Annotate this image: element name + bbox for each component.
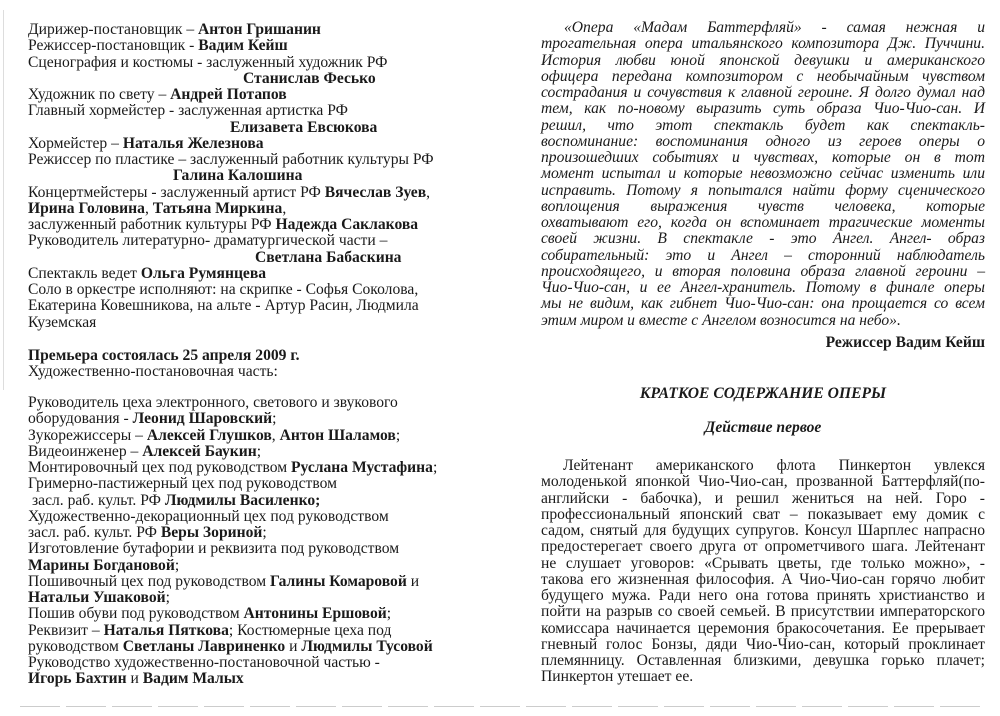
text-segment: засл. раб. культ. РФ bbox=[32, 491, 165, 509]
person-name: Ольга Румянцева bbox=[140, 264, 267, 282]
text-line bbox=[28, 315, 434, 331]
person-name: Елизавета Евсюкова bbox=[230, 118, 378, 136]
person-name: Татьяна Миркина bbox=[152, 199, 283, 217]
text-line: этим миром и вместе с Ангелом возносится на небо». bbox=[541, 311, 901, 329]
text-segment: Монтировочный цех под руководством bbox=[28, 459, 291, 476]
person-name: Вадим Кейш bbox=[198, 37, 288, 55]
person-name: Натальи Ушаковой bbox=[28, 589, 166, 606]
person-name: Игорь Бахтин bbox=[28, 670, 127, 688]
text-line bbox=[28, 282, 434, 298]
text-segment: ; bbox=[432, 459, 438, 476]
person-name: Станислав Фесько bbox=[243, 69, 376, 87]
text-segment: Пошив обуви под руководством bbox=[28, 605, 244, 623]
text-segment: и bbox=[126, 670, 143, 688]
text-line bbox=[28, 217, 434, 233]
person-name: Алексей Баукин bbox=[142, 442, 257, 460]
text-segment: Художник по свету – bbox=[28, 86, 171, 103]
text-line: английски - бабочка), и решил жениться на ней. Горо - bbox=[541, 489, 985, 507]
text-line bbox=[28, 71, 434, 87]
text-segment: Художественно-декорационный цех под руководством bbox=[28, 507, 389, 525]
text-line bbox=[28, 348, 300, 364]
text-line bbox=[28, 655, 437, 671]
text-line: трогательная опера итальянского композитора Дж. Пуччини. bbox=[541, 35, 985, 53]
text-line: молоденькой японкой Чио-Чио-сан, прозванной Баттерфляй(по- bbox=[541, 473, 985, 491]
text-line bbox=[28, 444, 437, 460]
text-line bbox=[28, 233, 434, 249]
text-segment: Концертмейстеры - заслуженный артист РФ bbox=[28, 183, 325, 201]
text-segment: Руководитель цеха электронного, светового и звукового bbox=[28, 394, 398, 411]
text-segment: , bbox=[282, 199, 287, 217]
text-segment: Хормейстер – bbox=[28, 134, 123, 152]
text-segment: Изготовление бутафории и реквизита под руководством bbox=[28, 540, 400, 558]
text-line bbox=[28, 623, 437, 639]
person-name: Веры Зориной bbox=[160, 524, 263, 541]
text-segment: и bbox=[406, 572, 420, 590]
credits-list bbox=[28, 22, 434, 331]
text-segment: заслуженный работник культуры РФ bbox=[28, 216, 276, 233]
text-segment: засл. раб. культ. РФ bbox=[28, 524, 161, 541]
text-line bbox=[28, 201, 434, 217]
text-line: пойти на разрыв со своей семьей. В присутствии императорского bbox=[541, 603, 985, 621]
text-line: мы не видим, как гибнет Чио-Чио-сан: она прощается со всем bbox=[541, 295, 985, 313]
text-line bbox=[28, 395, 437, 411]
text-segment: руководством bbox=[28, 637, 123, 655]
person-name: Галина Калошина bbox=[173, 167, 303, 185]
text-segment: , bbox=[144, 199, 153, 217]
text-line: тем, как по-новому выразить суть образа Чио-Чио-сан. И bbox=[541, 100, 985, 118]
act-heading: Действие первое bbox=[704, 419, 822, 436]
text-line: гневный голос Бонзы, дяди Чио-Чио-сан, который проклинает bbox=[541, 635, 985, 653]
premiere-info bbox=[28, 348, 300, 381]
text-line: своей жизни. В спектакле - это Ангел. Ангел- образ bbox=[541, 230, 985, 248]
text-line bbox=[28, 136, 434, 152]
act-one-summary bbox=[541, 458, 985, 686]
text-line: происходящего, и вторая половина образа главной героини – bbox=[541, 262, 985, 280]
person-name: Людмилы Тусовой bbox=[301, 637, 433, 655]
text-line: Пинкертон утешает ее. bbox=[541, 668, 694, 686]
text-line: комиссара начинается церемония бракосочетания. Ее прерывает bbox=[541, 619, 985, 637]
text-line bbox=[28, 185, 434, 201]
text-line bbox=[28, 606, 437, 622]
text-line: решил, что этот спектакль будет как спектакль- bbox=[541, 116, 985, 134]
text-segment: Екатерина Ковешникова, на альте - Артур Расин, Людмила bbox=[28, 297, 419, 315]
text-segment: ; Костюмерные цеха под bbox=[228, 621, 392, 639]
text-line bbox=[28, 22, 434, 38]
text-segment: Руководство художественно-постановочной частью - bbox=[28, 654, 380, 671]
director-quote bbox=[541, 20, 985, 329]
text-line bbox=[28, 120, 434, 136]
person-name: Галины Комаровой bbox=[270, 572, 407, 590]
person-name: Вячеслав Зуев bbox=[324, 183, 427, 201]
quote-signature: Режиссер Вадим Кейш bbox=[825, 334, 985, 351]
person-name: Леонид Шаровский bbox=[132, 410, 273, 428]
text-segment: ; bbox=[165, 589, 170, 606]
text-line bbox=[28, 476, 437, 492]
person-name: Наталья Пяткова bbox=[103, 621, 229, 639]
text-line bbox=[28, 266, 434, 282]
text-segment: , bbox=[426, 183, 431, 201]
person-name: Марины Богдановой bbox=[28, 556, 175, 574]
text-segment: Зукорежиссеры – bbox=[28, 426, 147, 444]
text-segment: , bbox=[271, 426, 280, 444]
text-segment: ; bbox=[174, 556, 180, 574]
text-line: офицера передана композитором с необычайным чувством bbox=[541, 67, 985, 85]
text-segment: Художественно-постановочная часть: bbox=[28, 363, 278, 381]
person-name: Алексей Глушков bbox=[146, 426, 272, 444]
text-line: охватывают его, когда он вспоминает трагические моменты bbox=[541, 214, 985, 231]
text-segment: ; bbox=[262, 524, 267, 541]
text-line bbox=[28, 152, 434, 168]
text-line bbox=[28, 574, 437, 590]
text-segment: Соло в оркестре исполняют: на скрипке - Софья Соколова, bbox=[28, 281, 419, 298]
text-segment: оборудования - bbox=[28, 410, 133, 428]
text-line: садом, снятый для будущих супругов. Консул Шарплес напрасно bbox=[541, 522, 985, 539]
text-segment: Руководитель литературно- драматургической части – bbox=[28, 232, 388, 250]
text-segment: Дирижер-постановщик – bbox=[28, 21, 199, 38]
text-segment: Режиссер по пластике – заслуженный работник культуры РФ bbox=[28, 151, 434, 168]
person-name: Светлана Бабаскина bbox=[255, 248, 402, 266]
text-line bbox=[28, 525, 437, 541]
text-segment: Гримерно-пастижерный цех под руководством bbox=[28, 475, 337, 493]
text-line: История любви юной японской девушки и американского bbox=[541, 51, 985, 69]
text-line: воплощения выражения чувств человека, которые bbox=[541, 197, 985, 215]
text-line bbox=[28, 428, 437, 444]
text-line bbox=[28, 541, 437, 557]
text-line bbox=[28, 460, 437, 476]
person-name: Андрей Потапов bbox=[170, 86, 287, 103]
text-line bbox=[28, 509, 437, 525]
text-line: такова его жизненная философия. А Чио-Чио-сан горячо любит bbox=[541, 570, 985, 588]
text-line bbox=[28, 590, 437, 606]
text-line: момент испытал и которые невозможно сейчас изменить или bbox=[541, 165, 985, 183]
text-line bbox=[28, 38, 434, 54]
person-name: Ирина Головина bbox=[28, 199, 145, 217]
text-line: племянницу. Оставленная близкими, девушка горько плачет; bbox=[541, 652, 985, 669]
text-line: исправить. Потому я попытался найти форму сценического bbox=[541, 181, 985, 199]
text-line: произошедших событиях и чувствах, которые он в тот bbox=[541, 149, 985, 166]
person-name: Светланы Лавриненко bbox=[122, 637, 286, 655]
text-segment: Куземская bbox=[28, 313, 97, 331]
text-line bbox=[28, 639, 437, 655]
person-name: Надежда Саклакова bbox=[275, 216, 419, 233]
scan-bottom-edge bbox=[20, 706, 980, 707]
text-line: собирательный: это и Ангел – сторонний наблюдатель bbox=[541, 246, 985, 264]
text-segment: Спектакль ведет bbox=[28, 264, 141, 282]
text-line bbox=[28, 364, 300, 380]
crew-list bbox=[28, 395, 437, 688]
text-segment: Видеоинженер – bbox=[28, 442, 143, 460]
text-line bbox=[28, 103, 434, 119]
text-line: Чио-Чио-сан, и ее Ангел-хранитель. Потому в финале оперы bbox=[541, 279, 985, 296]
text-line bbox=[28, 671, 437, 687]
text-line: воспоминание: воспоминания одного из героев оперы о bbox=[541, 132, 985, 150]
text-line bbox=[28, 250, 434, 266]
text-segment: ; bbox=[272, 410, 277, 428]
text-line: не слушает уговоров: «Срывать цветы, где только можно», - bbox=[541, 554, 985, 572]
person-name: Вадим Малых bbox=[142, 670, 244, 688]
text-line bbox=[28, 55, 434, 71]
text-line bbox=[28, 493, 437, 509]
text-segment: Сценография и костюмы - заслуженный художник РФ bbox=[28, 53, 388, 71]
text-line: «Опера «Мадам Баттерфляй» - самая нежная и bbox=[564, 19, 985, 36]
person-name: Антонины Ершовой bbox=[243, 605, 387, 623]
text-line bbox=[28, 558, 437, 574]
text-segment: Пошивочный цех под руководством bbox=[28, 572, 271, 590]
person-name: Руслана Мустафина bbox=[290, 459, 433, 476]
summary-heading: КРАТКОЕ СОДЕРЖАНИЕ ОПЕРЫ bbox=[639, 385, 887, 402]
text-segment: ; bbox=[256, 442, 262, 460]
text-segment: Реквизит – bbox=[28, 621, 104, 639]
text-segment: ; bbox=[386, 605, 392, 623]
text-line: профессиональный японский сват – показывает ему домик с bbox=[541, 505, 985, 523]
text-line: сострадания и сочувствия к главной героине. Я долго думал над bbox=[541, 84, 985, 101]
text-line: предостерегает своего друга от опрометчивого шага. Лейтенант bbox=[541, 538, 985, 556]
person-name: Антон Шаламов bbox=[279, 426, 396, 444]
person-name: Людмилы Василенко; bbox=[164, 491, 321, 509]
text-line bbox=[28, 87, 434, 103]
text-segment: ; bbox=[395, 426, 401, 444]
text-segment: Главный хормейстер - заслуженная артистка РФ bbox=[28, 102, 348, 120]
scan-edge bbox=[3, 10, 4, 390]
person-name: Антон Гришанин bbox=[198, 21, 321, 38]
text-segment: Режиссер-постановщик - bbox=[28, 37, 199, 55]
text-line bbox=[28, 298, 434, 314]
person-name: Наталья Железнова bbox=[122, 134, 264, 152]
text-line: будущего мужа. Ради него она готова принять христианство и bbox=[541, 587, 985, 604]
text-line bbox=[28, 168, 434, 184]
person-name: Премьера состоялась 25 апреля 2009 г. bbox=[28, 347, 300, 364]
text-segment: и bbox=[285, 637, 302, 655]
text-line bbox=[28, 411, 437, 427]
text-line: Лейтенант американского флота Пинкертон увлекся bbox=[563, 457, 985, 474]
